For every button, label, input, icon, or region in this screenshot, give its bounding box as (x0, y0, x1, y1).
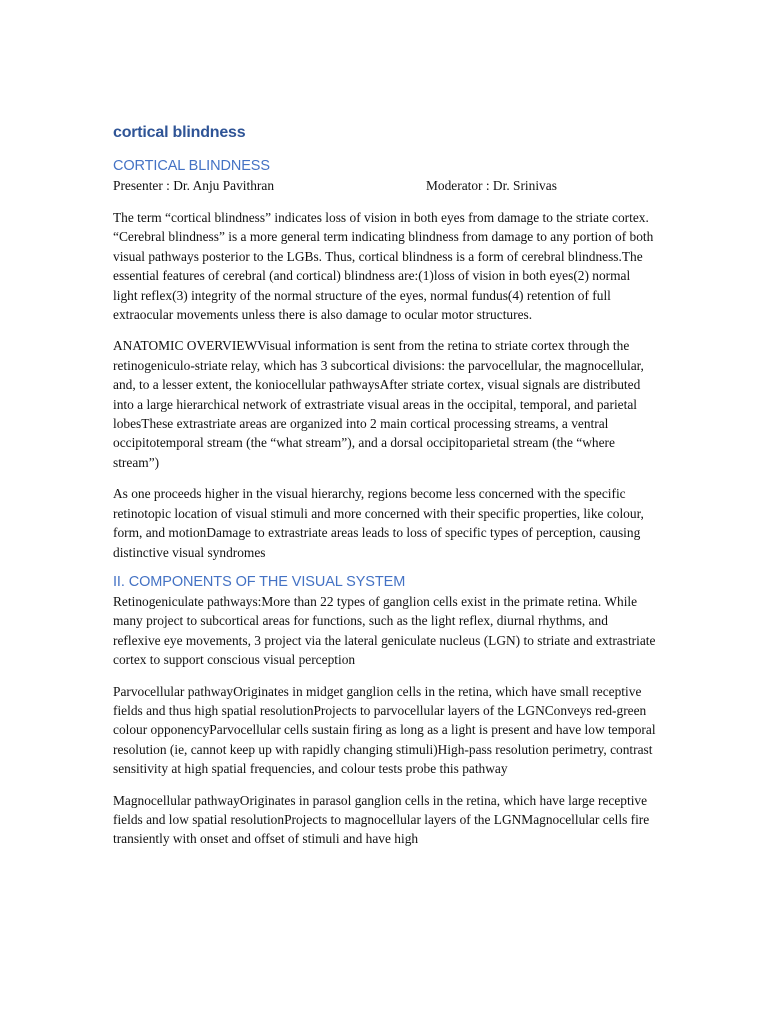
presenter-row (113, 178, 658, 198)
paragraph-retinogeniculate: Retinogeniculate pathways:More than 22 types of ganglion cells exist in the primate retina. While many project to subcortical areas for functions, such as the light reflex, diurnal rhythms, and reflexive eye movements, 3 project via the lateral geniculate nucleus (LGN) to striate and extrastriate cortex to support conscious visual perception (113, 593, 656, 668)
section-heading-cortical-blindness: CORTICAL BLINDNESS (113, 158, 270, 174)
moderator-text: Moderator : Dr. Srinivas (426, 178, 557, 193)
paragraph-parvocellular: Parvocellular pathwayOriginates in midget ganglion cells in the retina, which have small receptive fields and thus high spatial resolutionProjects to parvocellular layers of the LGNConveys red-green colour opponencyParvocellular cells sustain firing as long as a light is present and have low temporal resolution (ie, cannot keep up with rapidly changing stimuli)High-pass resolution perimetry, contrast sensitivity at high spatial frequencies, and colour tests probe this pathway (113, 683, 656, 777)
document-title: cortical blindness (113, 124, 246, 141)
document-page (113, 124, 658, 861)
paragraph-intro: The term “cortical blindness” indicates loss of vision in both eyes from damage to the striate cortex. “Cerebral blindness” is a more general term indicating blindness from damage to any portion of both visual pathways posterior to the LGBs. Thus, cortical blindness is a form of cerebral blindness.The essential features of cerebral (and cortical) blindness are:(1)loss of vision in both eyes(2) normal light reflex(3) integrity of the normal structure of the eyes, normal fundus(4) retention of full extraocular movements unless there is also damage to ocular motor structures. (113, 210, 654, 323)
section-heading-components: II. COMPONENTS OF THE VISUAL SYSTEM (113, 573, 406, 590)
paragraph-anatomic-overview: ANATOMIC OVERVIEWVisual information is sent from the retina to striate cortex through the retinogeniculo-striate relay, which has 3 subcortical divisions: the parvocellular, the magnocellular, and, to a lesser extent, the koniocellular pathwaysAfter striate cortex, visual signals are distributed into a large hierarchical network of extrastriate visual areas in the occipital, temporal, and parietal lobesThese extrastriate areas are organized into 2 main cortical processing streams, a ventral occipitotemporal stream (the “what stream”), and a dorsal occipitoparietal stream (the “where stream”) (113, 338, 644, 470)
paragraph-magnocellular: Magnocellular pathwayOriginates in parasol ganglion cells in the retina, which have large receptive fields and low spatial resolutionProjects to magnocellular layers of the LGNMagnocellular cells fire transiently with onset and offset of stimuli and have high (113, 792, 650, 847)
paragraph-visual-hierarchy: As one proceeds higher in the visual hierarchy, regions become less concerned with the specific retinotopic location of visual stimuli and more concerned with their specific properties, like colour, form, and motionDamage to extrastriate areas leads to loss of specific types of perception, causing distinctive visual syndromes (113, 486, 644, 560)
presenter-text: Presenter : Dr. Anju Pavithran (113, 178, 275, 193)
